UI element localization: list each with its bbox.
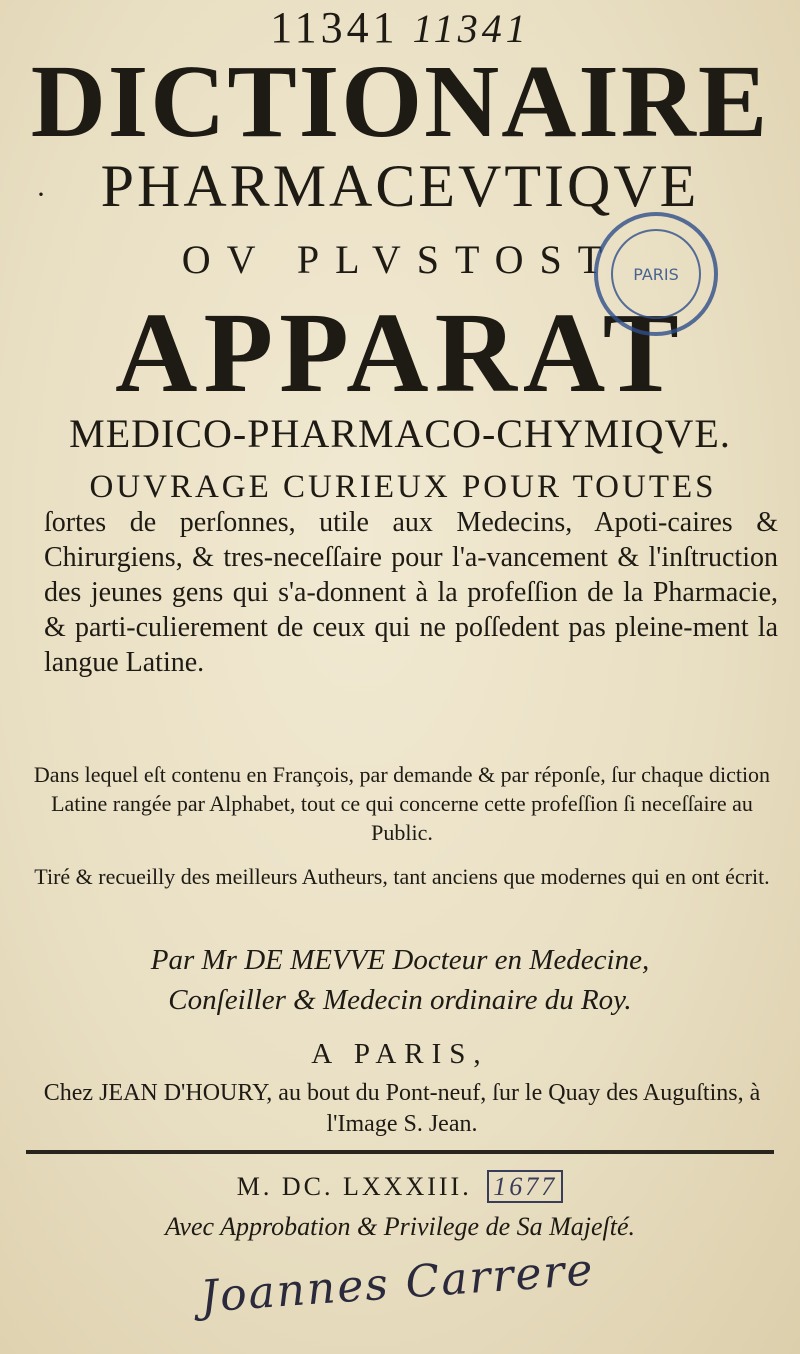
author-line-1: Par Mr DE MEVVE Docteur en Medecine,	[150, 944, 650, 976]
imprint-date: M. DC. LXXXIII.	[236, 1172, 472, 1201]
imprint-publisher: Chez JEAN D'HOURY, au bout du Pont-neuf, ſur le Quay des Auguſtins, à l'Image S. Jean.	[43, 1080, 761, 1137]
imprint-date-line	[0, 1172, 800, 1202]
title-line-1: DICTIONAIRE	[30, 44, 770, 159]
shelfmark-printed: 11341	[270, 3, 399, 52]
title-line-5: MEDICO-PHARMACO-CHYMIQVE.	[69, 411, 731, 456]
author-block	[20, 940, 780, 1020]
sources-paragraph: Tiré & recueilly des meilleurs Autheurs, tant anciens que modernes qui en ont écrit.	[34, 864, 770, 889]
description	[28, 470, 778, 680]
margin-mark: ·	[36, 178, 46, 211]
imprint-city: A PARIS,	[311, 1038, 489, 1070]
privilege-line: Avec Approbation & Privilege de Sa Majeſté.	[164, 1212, 636, 1241]
description-text: ſortes de perſonnes, utile aux Medecins, Apoti-caires & Chirurgiens, & tres-neceſſaire pour l'a-vancement & l'inſtruction des jeunes gens qui s'a-donnent à la profeſſion de la Pharmacie, & parti-culierement de ceux qui ne poſſedent pas pleine-ment la langue Latine.	[44, 507, 778, 678]
divider-rule	[26, 1150, 774, 1154]
title-line-4: APPARAT	[115, 289, 685, 416]
svg-text:PARIS: PARIS	[633, 265, 679, 284]
contents-paragraph: Dans lequel eſt contenu en François, par demande & par réponſe, ſur chaque diction Latine rangée par Alphabet, tout ce qui concerne cette profeſſion ſi neceſſaire au Public.	[33, 762, 771, 845]
handwritten-year: 1677	[487, 1170, 563, 1203]
owner-signature: Joannes Carrere	[198, 1244, 597, 1323]
author-line-2: Conſeiller & Medecin ordinaire du Roy.	[168, 984, 632, 1016]
title-line-3: OV PLVSTOST	[181, 237, 619, 282]
description-heading: OUVRAGE CURIEUX POUR TOUTES	[89, 469, 717, 505]
library-stamp	[590, 208, 722, 340]
title-line-2: PHARMACEVTIQVE	[100, 153, 700, 219]
shelfmark-handwritten: 11341	[412, 6, 530, 51]
